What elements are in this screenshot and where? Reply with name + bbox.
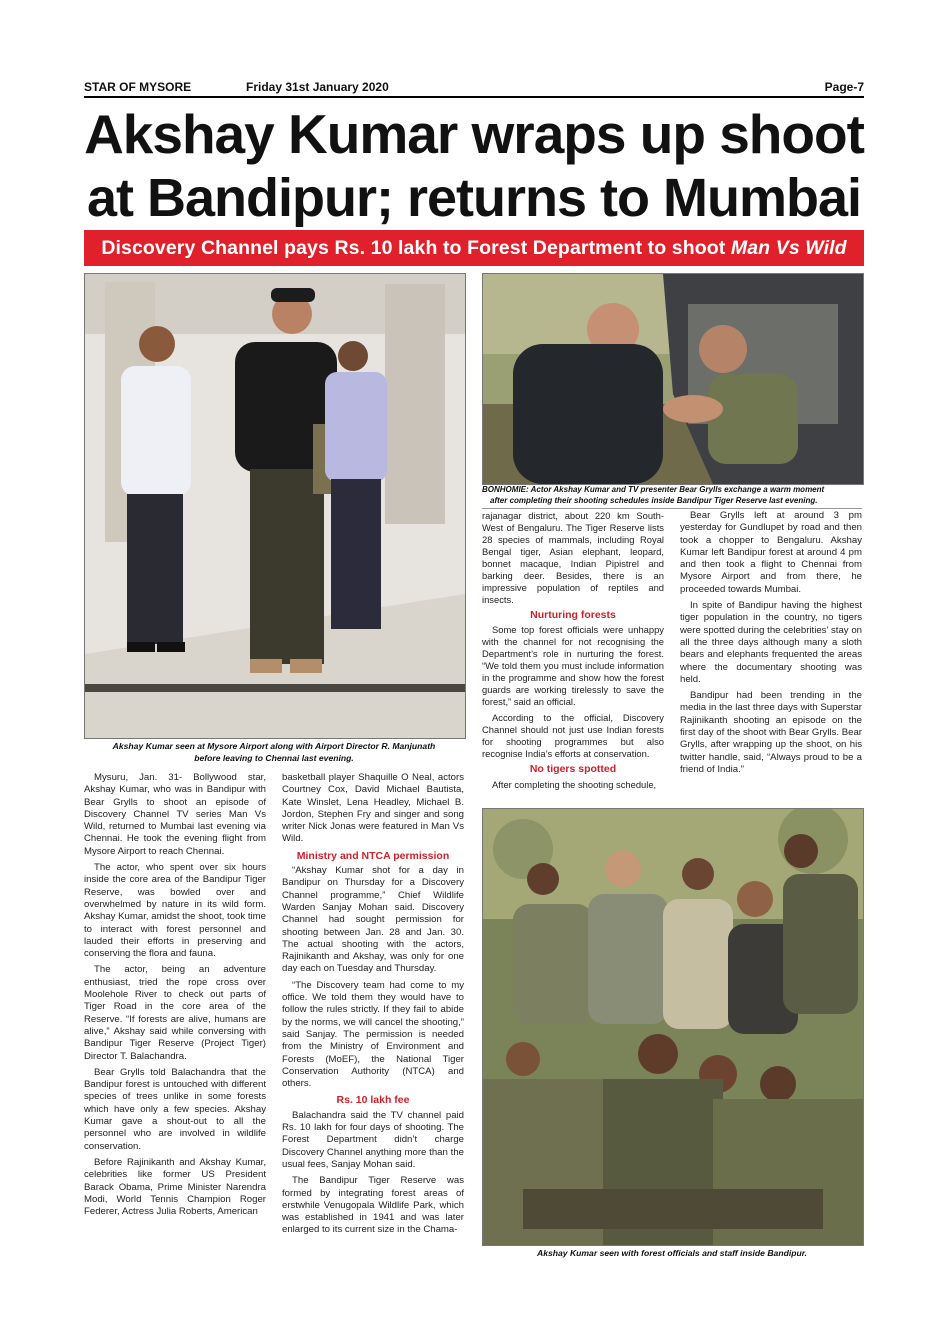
subheadline-banner — [84, 230, 864, 266]
airport-caption-line-1: Akshay Kumar seen at Mysore Airport along with Airport Director R. Manjunath — [112, 741, 436, 751]
group-photo-caption — [482, 1247, 862, 1259]
col3-paragraph-1: rajanagar district, about 220 km South-West of Bengaluru. The Tiger Reserve lists 28 species of mammals, including Royal Bengal tiger, Asian elephant, leopard, bonnet macaque, Indian Pipistrel and barking deer. Besides, there is an impressive population of reptiles and insects. — [482, 510, 664, 605]
publication-name: STAR OF MYSORE — [84, 80, 192, 94]
col1-paragraph-1: Mysuru, Jan. 31- Bollywood star, Akshay Kumar, who was in Bandipur with Bear Grylls to shoot an episode of Discovery Channel TV series Man Vs Wild, returned to Mumbai last evening via Chennai. He took the evening flight from Mysore Airport to reach Chennai. — [84, 772, 266, 857]
banner-show-title: Man Vs Wild — [730, 237, 847, 259]
subhead-fee: Rs. 10 lakh fee — [336, 1094, 410, 1107]
headline-line-2: at Bandipur; returns to Mumbai — [86, 168, 861, 228]
subhead-nurturing-forests: Nurturing forests — [530, 608, 616, 621]
col2-paragraph-3: “The Discovery team had come to my office. We told them they would have to follow the rules strictly. If they fail to abide by the norms, we will cancel the shooting,” said Sanjay. The permission is needed from the Ministry of Environment and Forests (MoEF), the National Tiger Conservation Authority (NTCA) and others. — [282, 979, 464, 1090]
issue-date: Friday 31st January 2020 — [246, 80, 389, 94]
group-caption-text: Akshay Kumar seen with forest officials and staff inside Bandipur. — [537, 1248, 807, 1258]
col3-paragraph-2: Some top forest officials were unhappy with the channel for not recognising the Department’s role in nurturing the forest. “We told them you must include information in the programme and show how the forest guards are working tirelessly to save the forest,” said an official. — [482, 624, 664, 708]
col2-paragraph-5: The Bandipur Tiger Reserve was formed by integrating forest areas of erstwhile Venugopala Wildlife Park, which was established in 1941 and was later enlarged to its current size in the Chama- — [282, 1175, 464, 1236]
page-number: Page-7 — [824, 80, 864, 94]
headline-line-1: Akshay Kumar wraps up shoot — [84, 103, 864, 165]
bonhomie-caption-line-1: BONHOMIE: Actor Akshay Kumar and TV presenter Bear Grylls exchange a warm moment — [482, 485, 825, 494]
group-photo — [482, 808, 864, 1246]
airport-photo — [84, 273, 466, 739]
bonhomie-photo — [482, 273, 864, 485]
col3-paragraph-4: After completing the shooting schedule, — [492, 778, 657, 790]
article-column-4 — [680, 510, 862, 780]
col2-paragraph-1: basketball player Shaquille O Neal, actors Courtney Cox, David Michael Bautista, Kate Winslet, Lena Headley, Michael B. Jordon, Stephen Fry and singer and song writer Nick Jonas were featured in Man Vs Wild. — [282, 772, 464, 845]
col2-paragraph-2: “Akshay Kumar shot for a day in Bandipur on Thursday for a Discovery Channel programme,” Chief Wildlife Warden Sanjay Mohan said. Discovery Channel had sought permission for shooting between Jan. 28 and Jan. 30. The actual shooting with the actors, Rajinikanth and Akshay, was only for one day each on Tuesday and Thursday. — [282, 865, 464, 975]
bonhomie-photo-caption — [482, 484, 862, 506]
masthead-strip — [84, 80, 864, 98]
subhead-no-tigers: No tigers spotted — [529, 762, 617, 775]
col1-paragraph-2: The actor, who spent over six hours inside the core area of the Bandipur Tiger Reserve, was bowled over and overwhelmed by nature in its wild form. Akshay Kumar, amidst the shoot, took time to interact with forest personnel and lauded their efforts in preserving and conserving the flora and fauna. — [84, 862, 266, 960]
subhead-ministry-permission: Ministry and NTCA permission — [296, 849, 450, 862]
col4-paragraph-3: Bandipur had been trending in the media in the last three days with Superstar Rajinikanth shooting an episode on the first day of the shoot with Bear Grylls. Bear Grylls, after wrapping up the shoot, on his twitter handle, said, “Always proud to be a friend of India.” — [680, 690, 862, 775]
col4-paragraph-1: Bear Grylls left at around 3 pm yesterday for Gundlupet by road and then took a chopper to Bengaluru. Akshay Kumar left Bandipur forest at around 4 pm and then took a flight to Chennai from Mysore Airport and from there, he proceeded towards Mumbai. — [680, 510, 862, 595]
col1-paragraph-5: Before Rajinikanth and Akshay Kumar, celebrities like former US President Barack Obama, Prime Minister Narendra Modi, World Tennis Champion Roger Federer, Actress Julia Roberts, American — [84, 1156, 266, 1218]
bonhomie-caption-line-2: after completing their shooting schedules inside Bandipur Tiger Reserve last evening. — [490, 496, 818, 505]
airport-photo-caption — [84, 740, 464, 764]
article-column-3 — [482, 510, 664, 795]
col4-paragraph-2: In spite of Bandipur having the highest tiger population in the country, no tigers were spotted during the celebrities’ stay on all the three days although many a sloth bears and elephants frequented the areas where the documentary shooting was held. — [680, 600, 862, 685]
col1-paragraph-4: Bear Grylls told Balachandra that the Bandipur forest is untouched with different species of trees unlike in some forests which have only a few species. Akshay Kumar gave a shout-out to all the personnel who are involved in wildlife conservation. — [84, 1066, 266, 1152]
banner-text: Discovery Channel pays Rs. 10 lakh to Forest Department to shoot — [101, 237, 731, 259]
col1-paragraph-3: The actor, being an adventure enthusiast, tried the rope cross over Moolehole River to check out parts of Tiger Road in the core area of the Reserve. “If forests are alive, humans are alive,” Akshay said while conversing with Bandipur Tiger Reserve (Project Tiger) Director T. Balachandra. — [84, 964, 266, 1062]
article-column-1 — [84, 772, 266, 1222]
airport-caption-line-2: before leaving to Chennai last evening. — [194, 753, 354, 763]
col2-paragraph-4: Balachandra said the TV channel paid Rs. 10 lakh for four days of shooting. The Forest Department didn’t charge Discovery Channel anything more than the usual fees, Sanjay Mohan said. — [282, 1109, 464, 1170]
col3-paragraph-3: According to the official, Discovery Channel should not just use Indian forests for shooting programmes but also recognise India’s efforts at conservation. — [482, 712, 664, 759]
bonhomie-divider — [482, 508, 862, 509]
article-column-2 — [282, 772, 464, 1241]
